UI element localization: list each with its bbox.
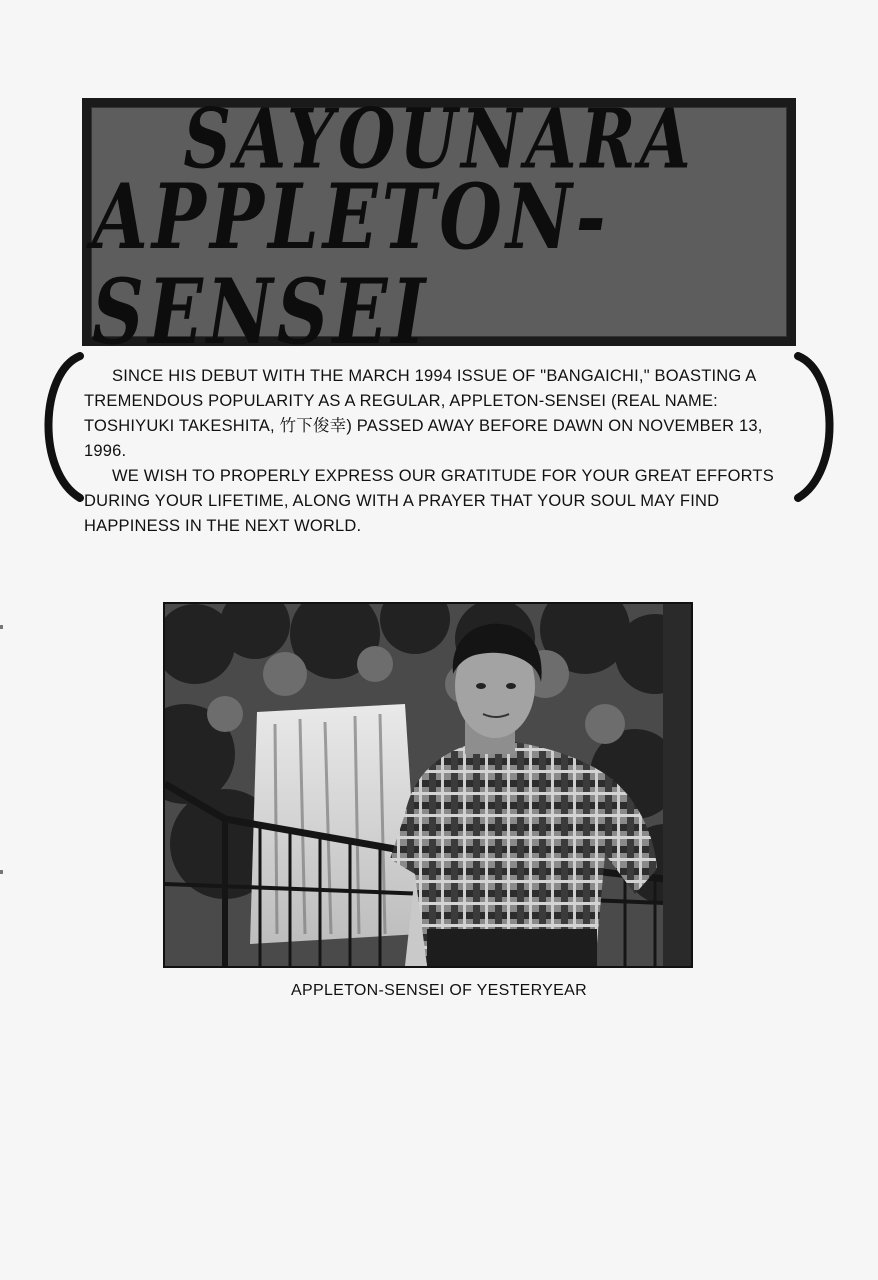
message-paragraph-2: WE WISH TO PROPERLY EXPRESS OUR GRATITUDE FOR YOUR GREAT EFFORTS DURING YOUR LIFETIME, ALONG WITH A PRAYER THAT YOUR SOUL MAY FIND HAPPINESS IN THE NEXT WORLD. bbox=[84, 467, 774, 535]
margin-mark bbox=[0, 625, 3, 629]
photo-caption: APPLETON-SENSEI OF YESTERYEAR bbox=[291, 982, 587, 999]
memorial-message bbox=[84, 364, 790, 539]
message-paragraph-1: SINCE HIS DEBUT WITH THE MARCH 1994 ISSUE OF "BANGAICHI," BOASTING A TREMENDOUS POPULARITY AS A REGULAR, APPLETON-SENSEI (REAL NAME: TOSHIYUKI TAKESHITA, 竹下俊幸) PASSED AWAY BEFORE DAWN ON NOVEMBER 13, 1996. bbox=[84, 367, 763, 460]
photo-illustration bbox=[165, 604, 691, 966]
title-line-2: APPLETON-SENSEI bbox=[92, 162, 610, 364]
title-line-1: SAYOUNARA bbox=[183, 89, 695, 188]
margin-mark bbox=[0, 870, 3, 874]
memorial-photo bbox=[163, 602, 693, 968]
right-bracket-icon bbox=[790, 352, 848, 502]
title-banner-inner bbox=[91, 89, 787, 364]
title-banner bbox=[82, 89, 796, 364]
left-bracket-icon bbox=[30, 352, 88, 502]
